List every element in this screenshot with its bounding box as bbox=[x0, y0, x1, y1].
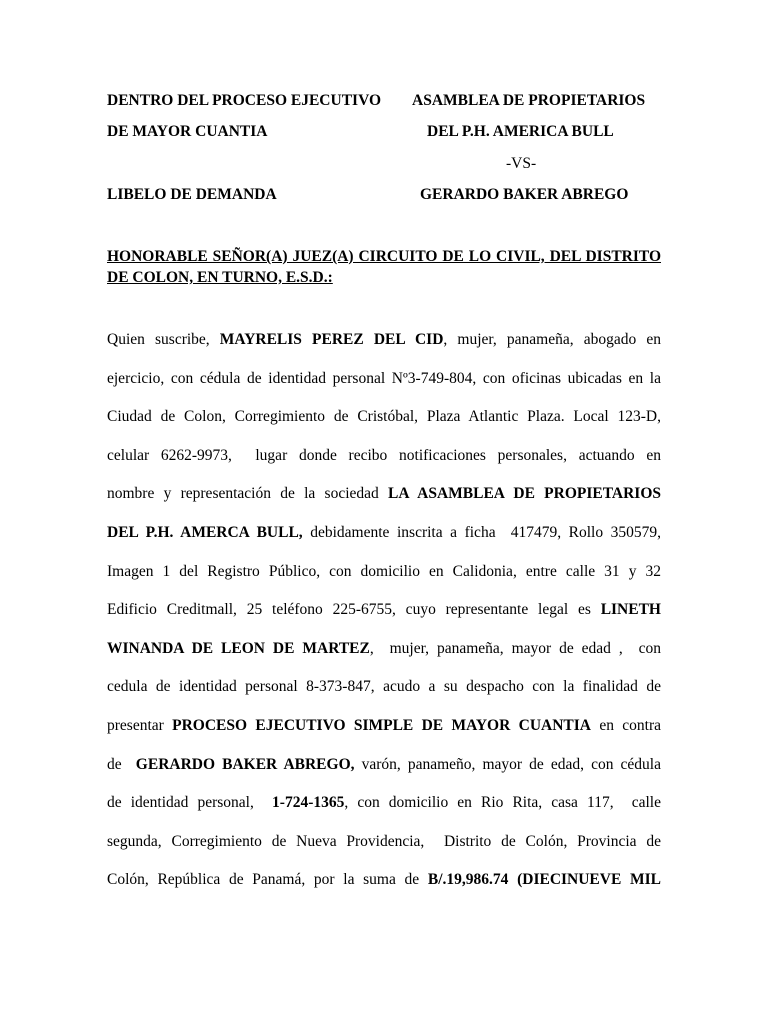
body-line: Quien suscribe, MAYRELIS PEREZ DEL CID, mujer, panameña, abogado en bbox=[107, 331, 661, 348]
legal-representative-name: LINETH bbox=[600, 601, 661, 619]
body-line: de identidad personal, 1-724-1365, con domicilio en Rio Rita, casa 117, calle bbox=[107, 794, 661, 812]
header-right-line-2: DEL P.H. AMERICA BULL bbox=[427, 123, 614, 140]
document-body bbox=[107, 321, 661, 900]
process-type: PROCESO EJECUTIVO SIMPLE DE MAYOR CUANTIA bbox=[172, 716, 591, 734]
header-left-line-3: LIBELO DE DEMANDA bbox=[107, 186, 277, 203]
body-line: Colón, República de Panamá, por la suma de B/.19,986.74 (DIECINUEVE MIL bbox=[107, 871, 661, 889]
body-line: de GERARDO BAKER ABREGO, varón, panameño, mayor de edad, con cédula bbox=[107, 755, 661, 773]
body-line: WINANDA DE LEON DE MARTEZ, mujer, panameña, mayor de edad , con bbox=[107, 639, 661, 657]
attorney-name: MAYRELIS PEREZ DEL CID bbox=[219, 331, 444, 348]
body-line: celular 6262-9973, lugar donde recibo notificaciones personales, actuando en bbox=[107, 446, 661, 464]
defendant-name: GERARDO BAKER ABREGO, bbox=[135, 755, 355, 773]
claim-amount: B/.19,986.74 (DIECINUEVE MIL bbox=[427, 871, 661, 889]
body-line: Edificio Creditmall, 25 teléfono 225-6755, cuyo representante legal es LINETH bbox=[107, 601, 661, 619]
body-line: Ciudad de Colon, Corregimiento de Cristóbal, Plaza Atlantic Plaza. Local 123-D, bbox=[107, 408, 661, 426]
header-left-line-1: DENTRO DEL PROCESO EJECUTIVO bbox=[107, 92, 382, 109]
body-line: nombre y representación de la sociedad LA ASAMBLEA DE PROPIETARIOS bbox=[107, 485, 661, 503]
defendant-id: 1-724-1365 bbox=[272, 794, 345, 812]
header-right-line-1: ASAMBLEA DE PROPIETARIOS bbox=[412, 92, 646, 109]
body-line: segunda, Corregimiento de Nueva Providencia, Distrito de Colón, Provincia de bbox=[107, 832, 661, 850]
body-line: Imagen 1 del Registro Público, con domicilio en Calidonia, entre calle 31 y 32 bbox=[107, 562, 661, 580]
body-line: DEL P.H. AMERCA BULL, debidamente inscrita a ficha 417479, Rollo 350579, bbox=[107, 523, 662, 541]
body-line: cedula de identidad personal 8-373-847, acudo a su despacho con la finalidad de bbox=[107, 678, 661, 696]
body-line: presentar PROCESO EJECUTIVO SIMPLE DE MAYOR CUANTIA en contra bbox=[107, 716, 661, 734]
plaintiff-name: LA ASAMBLEA DE PROPIETARIOS bbox=[388, 485, 661, 503]
header-right-line-3: GERARDO BAKER ABREGO bbox=[420, 186, 629, 203]
header-left-line-2: DE MAYOR CUANTIA bbox=[107, 123, 268, 140]
body-line: ejercicio, con cédula de identidad personal Nº3-749-804, con oficinas ubicadas en la bbox=[107, 369, 661, 387]
header-vs: -VS- bbox=[506, 155, 537, 172]
court-address-heading: HONORABLE SEÑOR(A) JUEZ(A) CIRCUITO DE LO CIVIL, DEL DISTRITO DE COLON, EN TURNO, E.S.D.: bbox=[107, 248, 661, 286]
